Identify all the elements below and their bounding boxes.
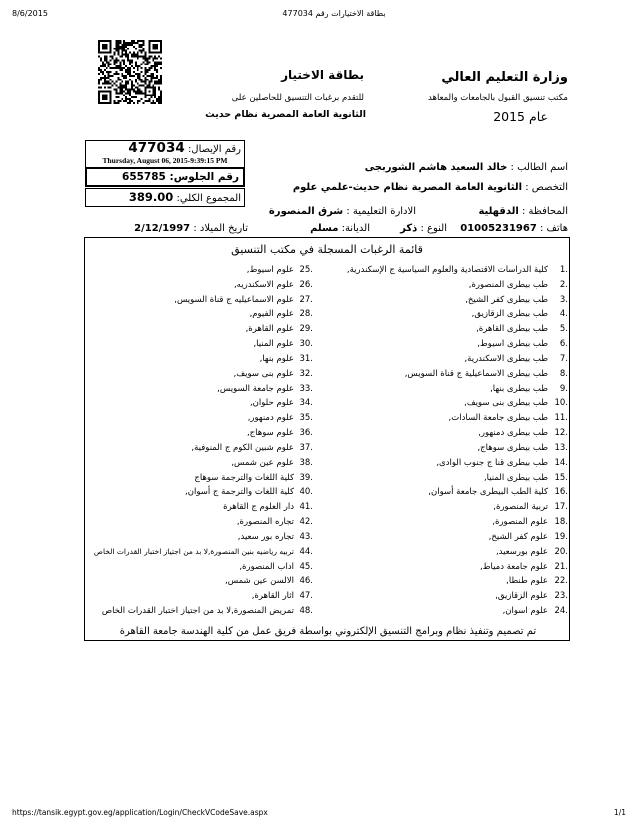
wish-item bbox=[85, 307, 569, 321]
specialization-row bbox=[255, 181, 568, 195]
wish-number: 48. bbox=[299, 606, 313, 617]
wish-number: 35. bbox=[299, 413, 313, 424]
wish-item bbox=[85, 604, 569, 618]
wish-text: علوم الزقازيق, bbox=[495, 591, 548, 602]
wish-item bbox=[85, 382, 569, 396]
wish-text: طب بيطرى بنى سويف, bbox=[464, 398, 548, 409]
wish-item bbox=[85, 278, 569, 292]
wish-number: 34. bbox=[299, 398, 313, 409]
wish-number: 2. bbox=[559, 279, 568, 290]
wish-number: 38. bbox=[299, 457, 313, 468]
wish-item bbox=[85, 515, 569, 529]
wish-text: تمريض المنصورة,لا بد من اجتياز اختبار القدرات الخاص bbox=[101, 606, 294, 617]
wish-number: 8. bbox=[559, 368, 568, 379]
wish-text: علوم القاهرة, bbox=[245, 324, 294, 335]
wish-number: 4. bbox=[559, 309, 568, 320]
wish-number: 24. bbox=[554, 606, 568, 617]
wish-text: علوم طنطا, bbox=[506, 576, 548, 587]
wish-number: 26. bbox=[299, 279, 313, 290]
wish-item bbox=[85, 500, 569, 514]
wish-number: 10. bbox=[554, 398, 568, 409]
religion-row bbox=[290, 222, 370, 236]
wish-list-box bbox=[84, 237, 570, 641]
wish-text: تجاره بور سعيد, bbox=[237, 531, 294, 542]
wish-text: علوم جامعة دمياط, bbox=[479, 561, 548, 572]
wish-text: علوم حلوان, bbox=[249, 398, 294, 409]
wish-number: 32. bbox=[299, 368, 313, 379]
student-name: خالد السعيد هاشم الشوربجى bbox=[364, 162, 508, 173]
wish-item bbox=[85, 574, 569, 588]
religion: مسلم bbox=[310, 223, 339, 234]
wish-text: طب بيطرى بنها, bbox=[490, 383, 548, 394]
wish-text: علوم اسيوط, bbox=[246, 265, 294, 275]
wish-item bbox=[85, 396, 569, 410]
credit-line: تم تصميم وتنفيذ نظام وبرامج التنسيق الإلكتروني بواسطة فريق عمل من كلية الهندسة جامعة القاهرة bbox=[119, 626, 537, 637]
wish-item bbox=[85, 530, 569, 544]
wish-item bbox=[85, 485, 569, 499]
wish-number: 30. bbox=[299, 339, 313, 350]
wish-text: اداب المنصورة, bbox=[239, 561, 294, 572]
wish-number: 42. bbox=[299, 517, 313, 528]
wish-text: طب بيطرى كفر الشيخ, bbox=[465, 294, 548, 305]
wish-number: 23. bbox=[554, 591, 568, 602]
wish-text: كلية الطب البيطرى جامعة أسوان, bbox=[428, 487, 548, 498]
wish-number: 9. bbox=[559, 383, 568, 394]
wish-text: علوم بنى سويف, bbox=[233, 368, 294, 379]
wish-number: 19. bbox=[554, 531, 568, 542]
gender: ذكر bbox=[400, 223, 418, 234]
education-admin-label: الادارة التعليمية : bbox=[346, 206, 416, 217]
birthdate-label: تاريخ الميلاد : bbox=[193, 223, 248, 234]
wish-text: طب بيطرى المنصورة, bbox=[468, 279, 548, 290]
wish-text: دار العلوم ج القاهرة bbox=[223, 502, 294, 513]
wish-list-title: قائمة الرغبات المسجلة في مكتب التنسيق bbox=[231, 243, 423, 256]
print-page-number: 1/1 bbox=[613, 808, 626, 817]
wish-text: علوم شبين الكوم ج المنوفية, bbox=[191, 442, 294, 453]
seat-number: 655785 bbox=[122, 171, 166, 183]
wish-text: علوم سوهاج, bbox=[246, 428, 294, 439]
ministry-name: وزارة التعليم العالي bbox=[441, 70, 568, 85]
wish-number: 43. bbox=[299, 531, 313, 542]
receipt-number: 477034 bbox=[128, 141, 185, 156]
wish-number: 29. bbox=[299, 324, 313, 335]
receipt-box bbox=[85, 140, 245, 168]
birthdate-row bbox=[88, 222, 248, 236]
seat-label: رقم الجلوس: bbox=[169, 171, 239, 183]
wish-text: علوم بنها, bbox=[259, 353, 294, 364]
gender-label: النوع : bbox=[420, 223, 447, 234]
wish-text: تجاره المنصورة, bbox=[236, 517, 294, 528]
wish-number: 36. bbox=[299, 428, 313, 439]
wish-number: 14. bbox=[554, 457, 568, 468]
student-name-label: اسم الطالب : bbox=[510, 162, 568, 173]
education-admin-row bbox=[200, 205, 416, 219]
wish-text: كلية الدراسات الاقتصادية والعلوم السياسية ج الإسكندرية, bbox=[346, 265, 548, 275]
wish-text: علوم الاسماعيليه ج قناة السويس, bbox=[174, 294, 294, 305]
wish-number: 18. bbox=[554, 517, 568, 528]
governorate: الدقهلية bbox=[478, 206, 519, 217]
wish-text: علوم عين شمس, bbox=[231, 457, 294, 468]
wish-item bbox=[85, 337, 569, 351]
wish-item bbox=[85, 441, 569, 455]
wish-number: 12. bbox=[554, 428, 568, 439]
wish-text: طب بيطرى جامعة السادات, bbox=[448, 413, 548, 424]
wish-text: الالسن عين شمس, bbox=[225, 576, 294, 587]
gender-row bbox=[375, 222, 447, 236]
wish-item bbox=[85, 411, 569, 425]
phone: 01005231967 bbox=[460, 223, 537, 234]
wish-item bbox=[85, 589, 569, 603]
wish-number: 3. bbox=[559, 294, 568, 305]
wish-number: 11. bbox=[554, 413, 568, 424]
wish-number: 46. bbox=[299, 576, 313, 587]
religion-label: الديانة: bbox=[341, 223, 370, 234]
wish-number: 7. bbox=[559, 353, 568, 364]
education-admin: شرق المنصورة bbox=[268, 206, 344, 217]
wish-text: طب بيطرى قنا ج جنوب الوادى, bbox=[436, 457, 548, 468]
card-subtitle: للتقدم برغبات التنسيق للحاصلين على bbox=[231, 93, 364, 103]
print-url: https://tansik.egypt.gov.eg/application/Login/CheckVCodeSave.aspx bbox=[12, 808, 268, 817]
ministry-year: عام 2015 bbox=[493, 109, 548, 124]
wish-text: طب بيطرى القاهرة, bbox=[476, 324, 548, 335]
total-label: المجموع الكلي: bbox=[176, 193, 241, 204]
receipt-label: رقم الإيصال: bbox=[187, 144, 241, 155]
wish-number: 31. bbox=[299, 353, 313, 364]
wish-number: 25. bbox=[299, 265, 313, 275]
wish-text: تربيه رياضيه بنين المنصورة,لا بد من اجتياز اختبار القدرات الخاص bbox=[93, 546, 294, 556]
governorate-row bbox=[430, 205, 568, 219]
wish-number: 47. bbox=[299, 591, 313, 602]
student-name-row bbox=[255, 161, 568, 175]
wish-text: كلية اللغات والترجمة سوهاج bbox=[194, 472, 294, 483]
wish-item bbox=[85, 322, 569, 336]
wish-number: 17. bbox=[554, 502, 568, 513]
wish-text: طب بيطرى الاسماعيلية ج قناة السويس, bbox=[404, 368, 548, 379]
wish-text: طب بيطرى الزقازيق, bbox=[471, 309, 548, 320]
wish-text: علوم الفيوم, bbox=[249, 309, 294, 320]
wish-item bbox=[85, 426, 569, 440]
wish-item bbox=[85, 367, 569, 381]
wish-item bbox=[85, 560, 569, 574]
wish-text: علوم المنصورة, bbox=[492, 517, 548, 528]
wish-number: 41. bbox=[299, 502, 313, 513]
wish-number: 45. bbox=[299, 561, 313, 572]
wish-text: كلية اللغات والترجمة ج أسوان, bbox=[185, 487, 294, 498]
receipt-row bbox=[89, 141, 241, 157]
wish-number: 15. bbox=[554, 472, 568, 483]
wish-number: 21. bbox=[554, 561, 568, 572]
wish-text: طب بيطرى المنيا, bbox=[483, 472, 548, 483]
seat-box bbox=[85, 167, 245, 187]
wish-text: علوم دمنهور, bbox=[247, 413, 294, 424]
specialization-label: التخصص : bbox=[525, 182, 568, 193]
wish-item bbox=[85, 456, 569, 470]
wish-text: طب بيطرى سوهاج, bbox=[477, 442, 548, 453]
ministry-office: مكتب تنسيق القبول بالجامعات والمعاهد bbox=[428, 93, 568, 103]
print-date: 8/6/2015 bbox=[12, 9, 48, 18]
wish-item bbox=[85, 263, 569, 277]
wish-number: 20. bbox=[554, 546, 568, 557]
governorate-label: المحافظة : bbox=[521, 206, 568, 217]
card-certificate: الثانوية العامة المصرية نظام حديث bbox=[205, 109, 366, 120]
wish-number: 44. bbox=[299, 546, 313, 557]
wish-text: علوم كفر الشيخ, bbox=[488, 531, 548, 542]
qr-code bbox=[98, 40, 162, 104]
wish-number: 22. bbox=[554, 576, 568, 587]
total-value: 389.00 bbox=[128, 190, 174, 204]
wish-text: علوم الاسكندريه, bbox=[233, 279, 294, 290]
wish-number: 37. bbox=[299, 442, 313, 453]
wish-number: 13. bbox=[554, 442, 568, 453]
wish-text: طب بيطرى الاسكندرية, bbox=[464, 353, 548, 364]
wish-text: علوم المنيا, bbox=[253, 339, 294, 350]
receipt-timestamp: Thursday, August 06, 2015-9:39:15 PM bbox=[102, 156, 228, 165]
wish-number: 6. bbox=[559, 339, 568, 350]
print-title: بطاقة الاختيارات رقم 477034 bbox=[282, 9, 386, 18]
wish-number: 28. bbox=[299, 309, 313, 320]
wish-number: 40. bbox=[299, 487, 313, 498]
wish-number: 39. bbox=[299, 472, 313, 483]
wish-number: 33. bbox=[299, 383, 313, 394]
card-title: بطاقة الاختيار bbox=[281, 68, 364, 82]
phone-row bbox=[455, 222, 568, 236]
wish-text: اثار القاهرة, bbox=[251, 591, 294, 602]
specialization: الثانوية العامة المصرية نظام حديث-علمي علوم bbox=[292, 182, 523, 193]
wish-number: 1. bbox=[559, 265, 568, 275]
wish-item bbox=[85, 293, 569, 307]
wish-number: 5. bbox=[559, 324, 568, 335]
wish-item bbox=[85, 471, 569, 485]
wish-item bbox=[85, 352, 569, 366]
wish-text: تربية المنصورة, bbox=[493, 502, 548, 513]
wish-text: علوم جامعة السويس, bbox=[217, 383, 294, 394]
wish-number: 16. bbox=[554, 487, 568, 498]
phone-label: هاتف : bbox=[539, 223, 568, 234]
wish-text: طب بيطرى دمنهور, bbox=[478, 428, 548, 439]
wish-number: 27. bbox=[299, 294, 313, 305]
wish-text: علوم بورسعيد, bbox=[495, 546, 548, 557]
seat-row bbox=[89, 169, 239, 185]
birthdate: 2/12/1997 bbox=[134, 223, 191, 234]
wish-text: علوم اسوان, bbox=[502, 606, 548, 617]
wish-item bbox=[85, 545, 569, 559]
wish-text: طب بيطرى اسيوط, bbox=[477, 339, 548, 350]
